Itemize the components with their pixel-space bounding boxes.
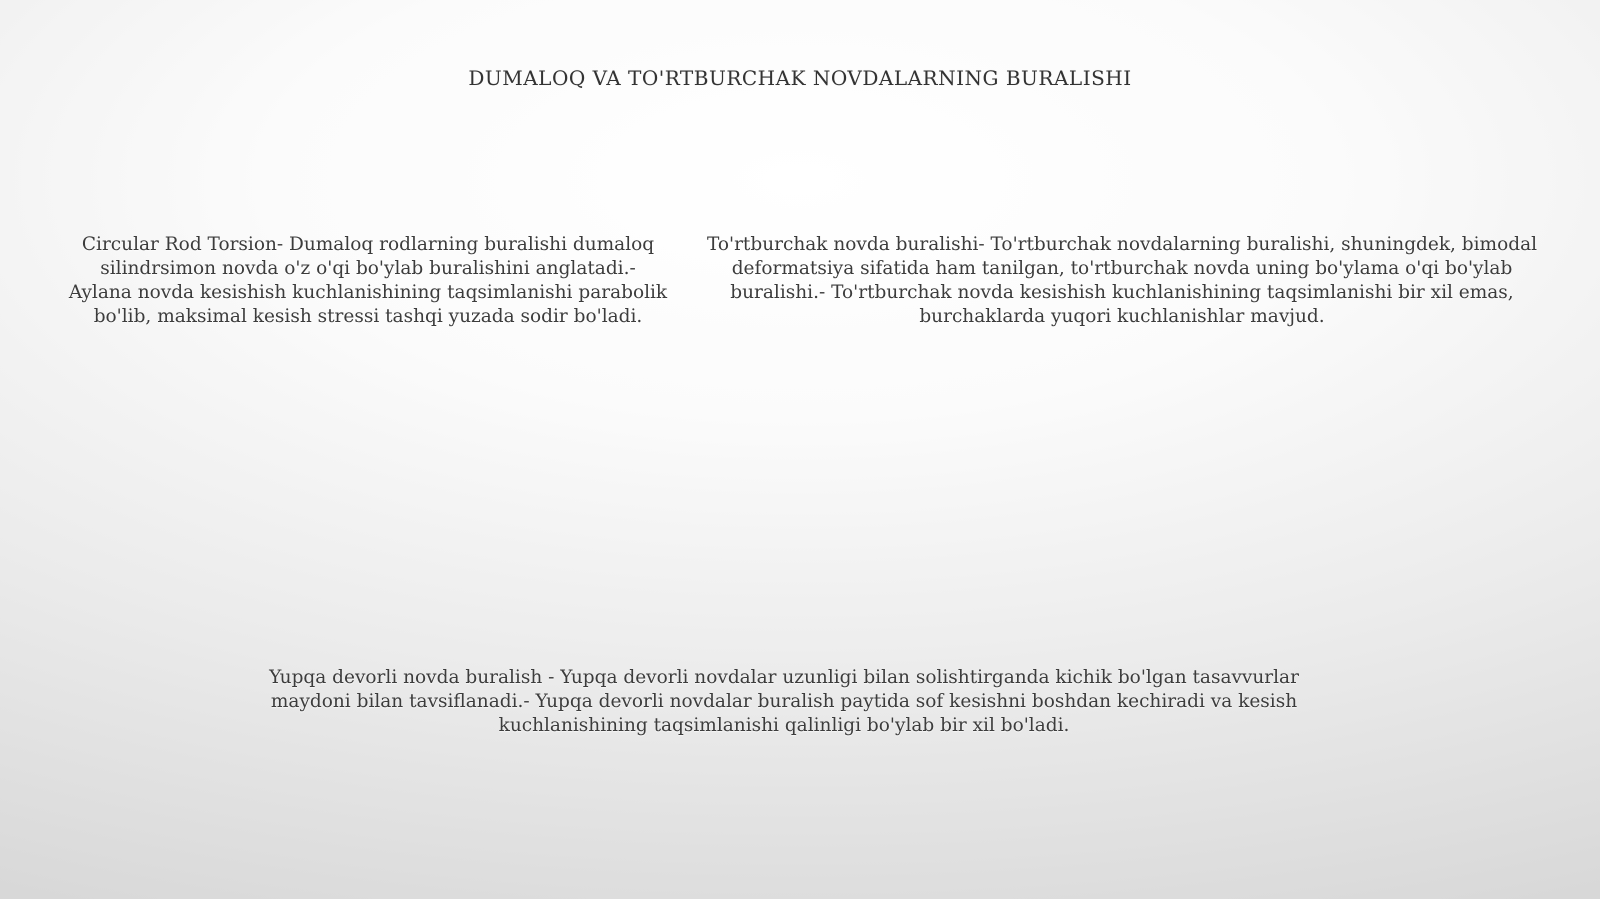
circular-rod-torsion-text: Circular Rod Torsion- Dumaloq rodlarning buralishi dumaloq silindrsimon novda o'z o'qi bo'ylab buralishini anglatadi.- Aylana novda kesishish kuchlanishining taqsimlanishi parabolik bo'lib, maksimal kesish stressi tashqi yuzada sodir bo'ladi. [68,234,668,327]
thin-walled-rod-torsion-text: Yupqa devorli novda buralish - Yupqa devorli novdalar uzunligi bilan solishtirganda kichik bo'lgan tasavvurlar maydoni bilan tavsiflanadi.- Yupqa devorli novdalar buralish paytida sof kesishni boshdan kechiradi va kesish kuchlanishining taqsimlanishi qalinligi bo'ylab bir xil bo'ladi. [269,667,1299,736]
rectangular-rod-torsion-text: To'rtburchak novda buralishi- To'rtburchak novdalarning buralishi, shuningdek, bimodal deformatsiya sifatida ham tanilgan, to'rtburchak novda uning bo'ylama o'qi bo'ylab buralishi.- To'rtburchak novda kesishish kuchlanishining taqsimlanishi bir xil emas, burchaklarda yuqori kuchlanishlar mavjud. [706,234,1538,327]
slide-title: DUMALOQ VA TO'RTBURCHAK NOVDALARNING BURALISHI [468,66,1132,90]
